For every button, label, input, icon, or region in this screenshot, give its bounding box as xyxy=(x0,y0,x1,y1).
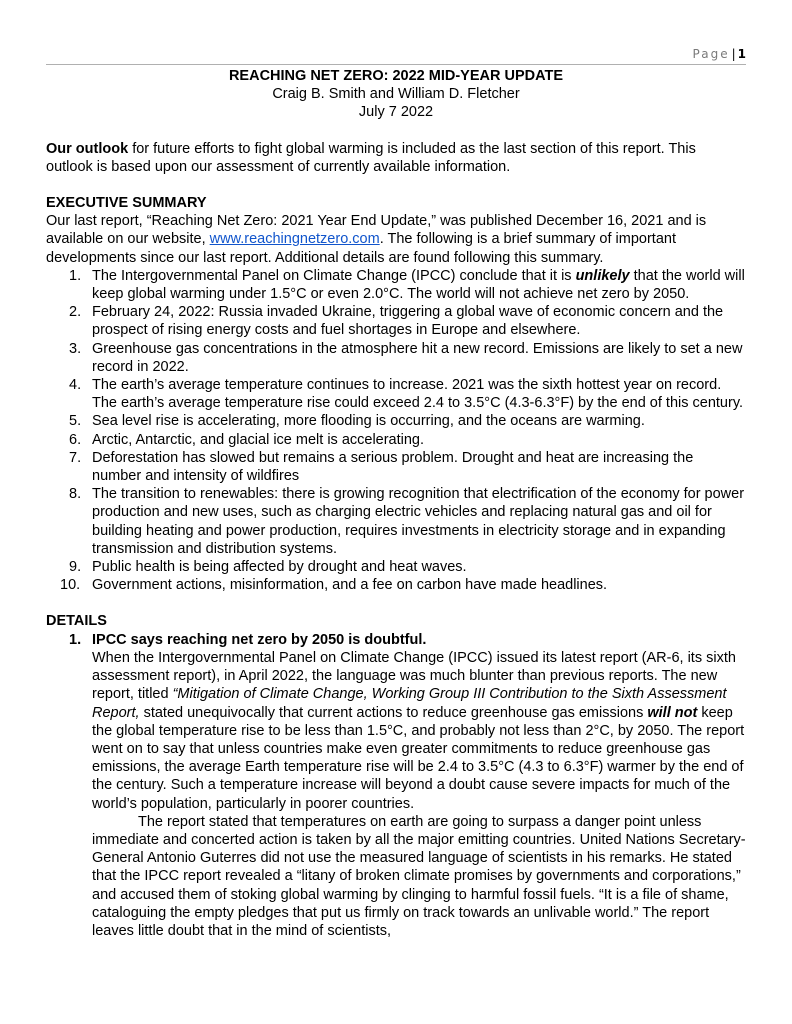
paragraph-text: keep the global temperature rise to be less than 1.5°C, and probably not less than 2°C, by 2050. The report went on to say that unless countries make even greater commitments to reduce greenhouse gas emissions, the average Earth temperature rise will be 2.4 to 3.5°C (4.3 to 6.3°F) warmer by the end of the century. Such a temperature increase will beyond a doubt cause severe impacts for much of the world’s population, particularly in poorer countries. xyxy=(92,704,745,812)
emphasis-unlikely: unlikely xyxy=(575,267,630,284)
website-link[interactable]: www.reachingnetzero.com xyxy=(209,231,380,248)
details-heading: DETAILS xyxy=(46,613,107,630)
document-body xyxy=(46,67,746,940)
detail-paragraph-1 xyxy=(92,649,746,813)
detail-1-body xyxy=(46,649,746,940)
list-number: 7. xyxy=(69,449,82,466)
list-number: 1. xyxy=(69,267,82,284)
report-title-italic: “Mitigation of Climate Change, Working Group III Contribution to the Sixth Assessment Report, xyxy=(92,686,727,721)
outlook-text: for future efforts to fight global warming is included as the last section of this report. This outlook is based upon our assessment of currently available information. xyxy=(46,140,696,175)
page-number: 1 xyxy=(737,47,746,61)
document-title: REACHING NET ZERO: 2022 MID-YEAR UPDATE xyxy=(228,68,564,84)
list-text: The transition to renewables: there is growing recognition that electrification of the economy for power production and new uses, such as charging electric vehicles and replacing natural gas and oil for building heating and power production, requires investments in electricity storage and in expanding transmission and distribution systems. xyxy=(92,486,745,557)
detail-number: 1. xyxy=(69,631,82,648)
list-item xyxy=(46,412,746,430)
detail-1-title xyxy=(46,631,746,649)
document-date: July 7 2022 xyxy=(358,104,434,121)
intro-text-a: Our last report, “Reaching Net Zero: 2021 Year End Update,” was published December 16, 2021 and is available on our website, xyxy=(46,213,707,248)
list-number: 2. xyxy=(69,304,82,321)
intro-text-b: . The following is a brief summary of important developments since our last report. Additional details are found following this summary. xyxy=(46,231,676,266)
list-item xyxy=(46,303,746,339)
list-item xyxy=(46,449,746,485)
list-text: Greenhouse gas concentrations in the atmosphere hit a new record. Emissions are likely to set a new record in 2022. xyxy=(92,340,743,375)
list-item xyxy=(46,340,746,376)
detail-paragraph-2: The report stated that temperatures on earth are going to surpass a danger point unless immediate and concerted action is taken by all the major emitting countries. United Nations Secretary-General Antonio Guterres did not use the measured language of scientists in his remarks. He stated that the IPCC report revealed a “litany of broken climate promises by governments and corporations,” and accused them of stoking global warming by clinging to harmful fossil fuels. “It is a file of shame, cataloguing the empty pledges that put us firmly on track towards an unlivable world.” The report leaves little doubt that in the mind of scientists, xyxy=(92,813,746,939)
page-number-header xyxy=(693,47,746,61)
list-item xyxy=(46,431,746,449)
outlook-lead: Our outlook xyxy=(46,140,129,157)
list-item xyxy=(46,558,746,576)
executive-summary-intro xyxy=(46,212,746,267)
list-number: 4. xyxy=(69,377,82,394)
list-number: 10. xyxy=(60,577,81,594)
paragraph-text: stated unequivocally that current actions to reduce greenhouse gas emissions xyxy=(139,704,648,721)
list-text: The Intergovernmental Panel on Climate Change (IPCC) conclude that it is xyxy=(92,267,576,284)
list-number: 9. xyxy=(69,559,82,576)
list-text: Deforestation has slowed but remains a serious problem. Drought and heat are increasing the number and intensity of wildfires xyxy=(92,449,694,485)
header-rule xyxy=(46,64,746,65)
list-text: that the world will keep global warming under 1.5°C or even 2.0°C. The world will not achieve net zero by 2050. xyxy=(92,267,745,303)
list-number: 8. xyxy=(69,486,82,503)
executive-summary-heading: EXECUTIVE SUMMARY xyxy=(46,195,207,212)
outlook-paragraph xyxy=(46,140,746,176)
list-number: 6. xyxy=(69,431,82,448)
list-item xyxy=(46,376,746,412)
page-word: Page xyxy=(692,47,730,61)
list-text: The earth’s average temperature continues to increase. 2021 was the sixth hottest year on record. The earth’s average temperature rise could exceed 2.4 to 3.5°C (4.3-6.3°F) by the end of this century. xyxy=(92,377,744,412)
list-text: Public health is being affected by drought and heat waves. xyxy=(92,559,467,576)
list-item xyxy=(46,267,746,303)
summary-list xyxy=(46,267,746,595)
list-item xyxy=(46,576,746,594)
list-text: February 24, 2022: Russia invaded Ukraine, triggering a global wave of economic concern and the prospect of rising energy costs and fuel shortages in Europe and elsewhere. xyxy=(92,304,724,339)
page-separator: | xyxy=(731,47,736,61)
document-authors: Craig B. Smith and William D. Fletcher xyxy=(272,86,520,103)
paragraph-text: When the Intergovernmental Panel on Climate Change (IPCC) issued its latest report (AR-6, its sixth assessment report), in April 2022, the language was much blunter than previous reports. The new report, titled xyxy=(92,649,736,703)
list-text: Government actions, misinformation, and a fee on carbon have made headlines. xyxy=(92,577,608,594)
list-text: Sea level rise is accelerating, more flooding is occurring, and the oceans are warming. xyxy=(92,413,645,430)
list-number: 3. xyxy=(69,340,82,357)
list-number: 5. xyxy=(69,413,82,430)
emphasis-will-not: will not xyxy=(647,704,698,721)
detail-title-text: IPCC says reaching net zero by 2050 is doubtful. xyxy=(92,631,427,648)
list-item xyxy=(46,485,746,558)
list-text: Arctic, Antarctic, and glacial ice melt is accelerating. xyxy=(92,431,425,448)
